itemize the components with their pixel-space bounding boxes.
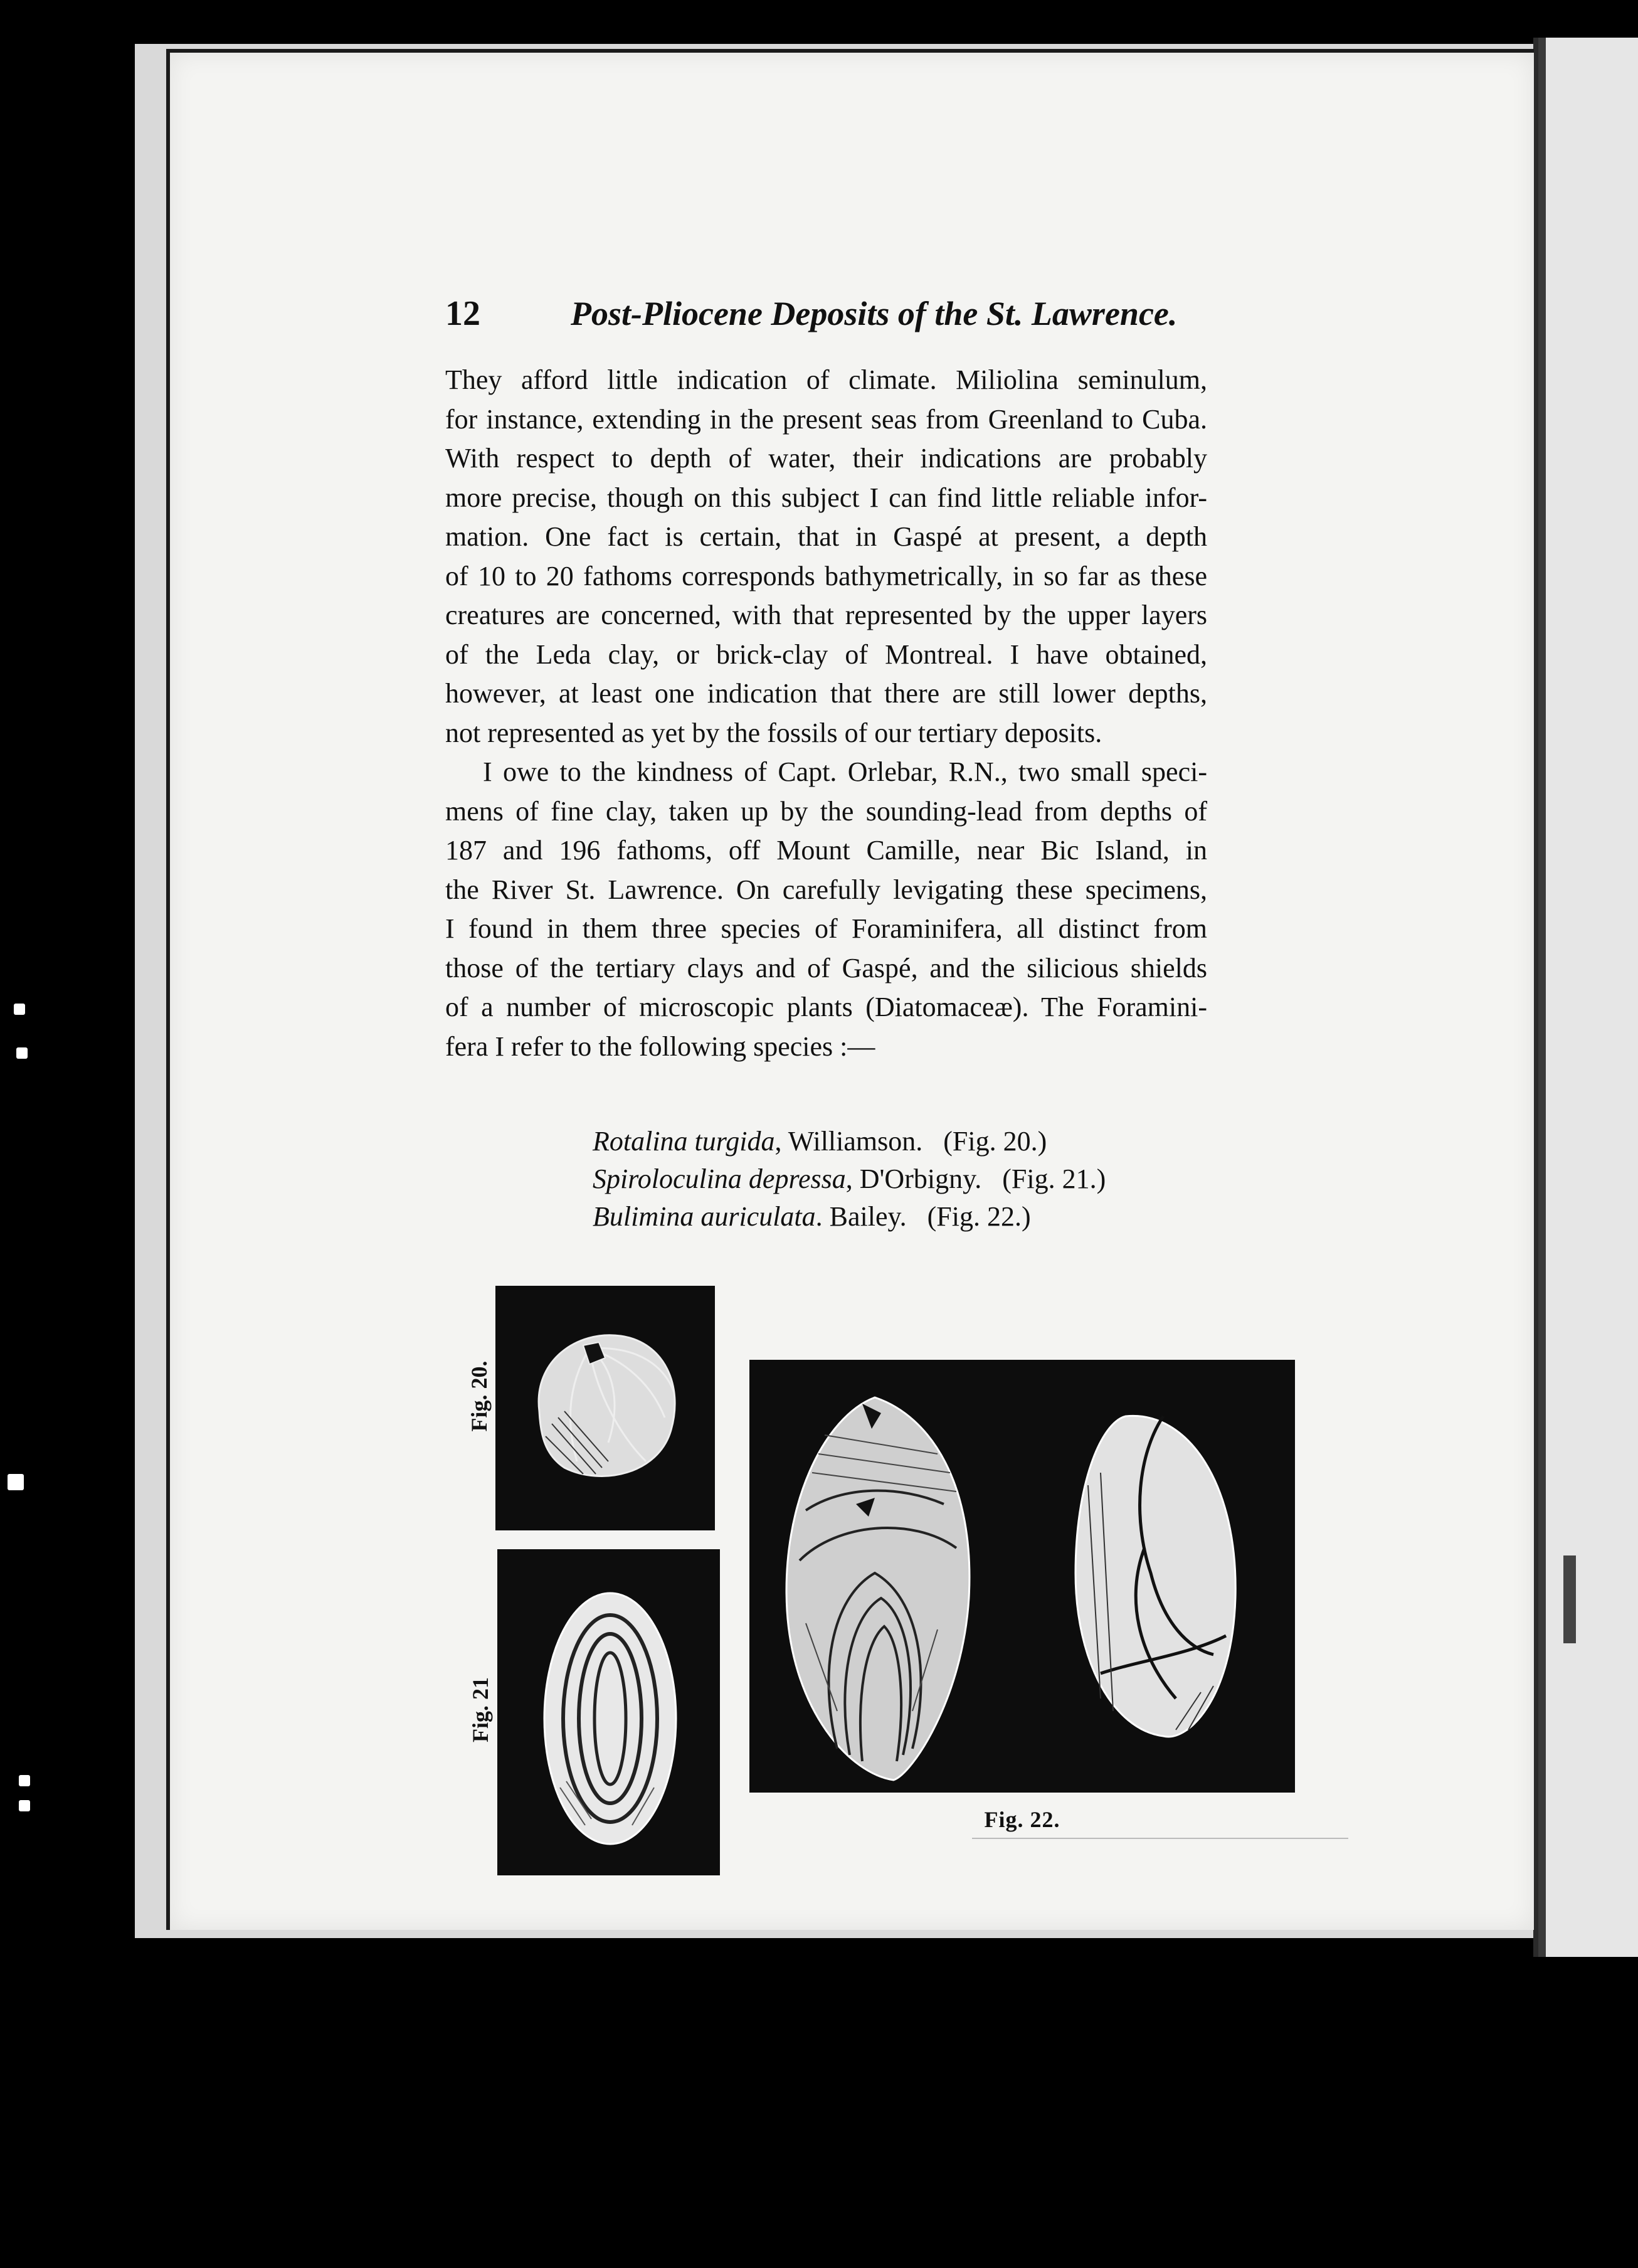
text-line: more precise, though on this subject I can find little reliable infor-	[445, 482, 1207, 513]
species-name: Spiroloculina depressa	[593, 1163, 846, 1194]
scan-dust-mark	[19, 1775, 30, 1786]
species-entry	[593, 1160, 1220, 1198]
text-line: With respect to depth of water, their indications are probably	[445, 443, 1207, 474]
bulimina-specimen-right	[1075, 1416, 1235, 1737]
faint-rule	[972, 1838, 1348, 1839]
text-line: of the Leda clay, or brick-clay of Montreal. I have obtained,	[445, 639, 1207, 670]
species-entry	[593, 1198, 1220, 1236]
fig21-engraving	[497, 1549, 720, 1875]
species-entry	[593, 1123, 1220, 1160]
scan-dust-mark	[19, 1800, 30, 1811]
spine-mark	[1563, 1555, 1576, 1643]
text-line: however, at least one indication that there are still lower depths,	[445, 678, 1207, 709]
running-title: Post-Pliocene Deposits of the St. Lawrence.	[571, 295, 1178, 332]
body-text	[445, 361, 1207, 1066]
text-line: of 10 to 20 fathoms corresponds bathymetrically, in so far as these	[445, 560, 1207, 591]
species-name: Bulimina auriculata	[593, 1201, 816, 1232]
text-line: not represented as yet by the fossils of our tertiary deposits.	[445, 717, 1102, 748]
page-number: 12	[445, 294, 480, 333]
running-head	[445, 289, 1204, 339]
text-line: 187 and 196 fathoms, off Mount Camille, near Bic Island, in	[445, 835, 1207, 866]
species-author: . Bailey.	[815, 1201, 907, 1232]
bulimina-specimen-left	[786, 1397, 970, 1780]
species-author: , Williamson.	[774, 1126, 923, 1157]
species-fig-ref: (Fig. 21.)	[1002, 1163, 1106, 1194]
spiroloculina-illustration	[497, 1549, 720, 1875]
page-edge-rule	[1538, 38, 1546, 1957]
text-line: the River St. Lawrence. On carefully levigating these specimens,	[445, 874, 1207, 905]
scan-dust-mark	[16, 1047, 28, 1059]
fig20-engraving	[495, 1286, 715, 1530]
text-line: They afford little indication of climate. Miliolina seminulum,	[445, 364, 1207, 395]
text-line: mation. One fact is certain, that in Gaspé at present, a depth	[445, 521, 1207, 552]
species-fig-ref: (Fig. 22.)	[927, 1201, 1031, 1232]
text-line: for instance, extending in the present seas from Greenland to Cuba.	[445, 403, 1207, 435]
fig21-label: Fig. 21	[468, 1677, 493, 1742]
fig22-label: Fig. 22.	[984, 1807, 1060, 1832]
text-line: creatures are concerned, with that represented by the upper layers	[445, 600, 1207, 630]
text-line: of a number of microscopic plants (Diatomaceæ). The Foramini-	[445, 992, 1207, 1022]
text-line: I found in them three species of Foraminifera, all distinct from	[445, 913, 1207, 944]
species-name: Rotalina turgida	[593, 1126, 775, 1157]
scan-dust-mark	[14, 1004, 25, 1015]
text-line: I owe to the kindness of Capt. Orlebar, R.N., two small speci-	[483, 756, 1207, 787]
fig22-engraving	[749, 1360, 1295, 1793]
rotalina-illustration	[495, 1286, 715, 1530]
text-line: those of the tertiary clays and of Gaspé, and the silicious shields	[445, 952, 1207, 983]
scan-dust-mark	[8, 1474, 24, 1490]
adjacent-page-edge	[1533, 38, 1638, 1957]
species-list	[593, 1123, 1220, 1236]
species-fig-ref: (Fig. 20.)	[943, 1126, 1047, 1157]
species-author: , D'Orbigny.	[845, 1163, 982, 1194]
text-line: mens of fine clay, taken up by the sounding-lead from depths of	[445, 795, 1207, 827]
text-line: fera I refer to the following species :—	[445, 1031, 875, 1062]
bulimina-illustration	[749, 1360, 1295, 1793]
fig20-label: Fig. 20.	[467, 1360, 492, 1432]
